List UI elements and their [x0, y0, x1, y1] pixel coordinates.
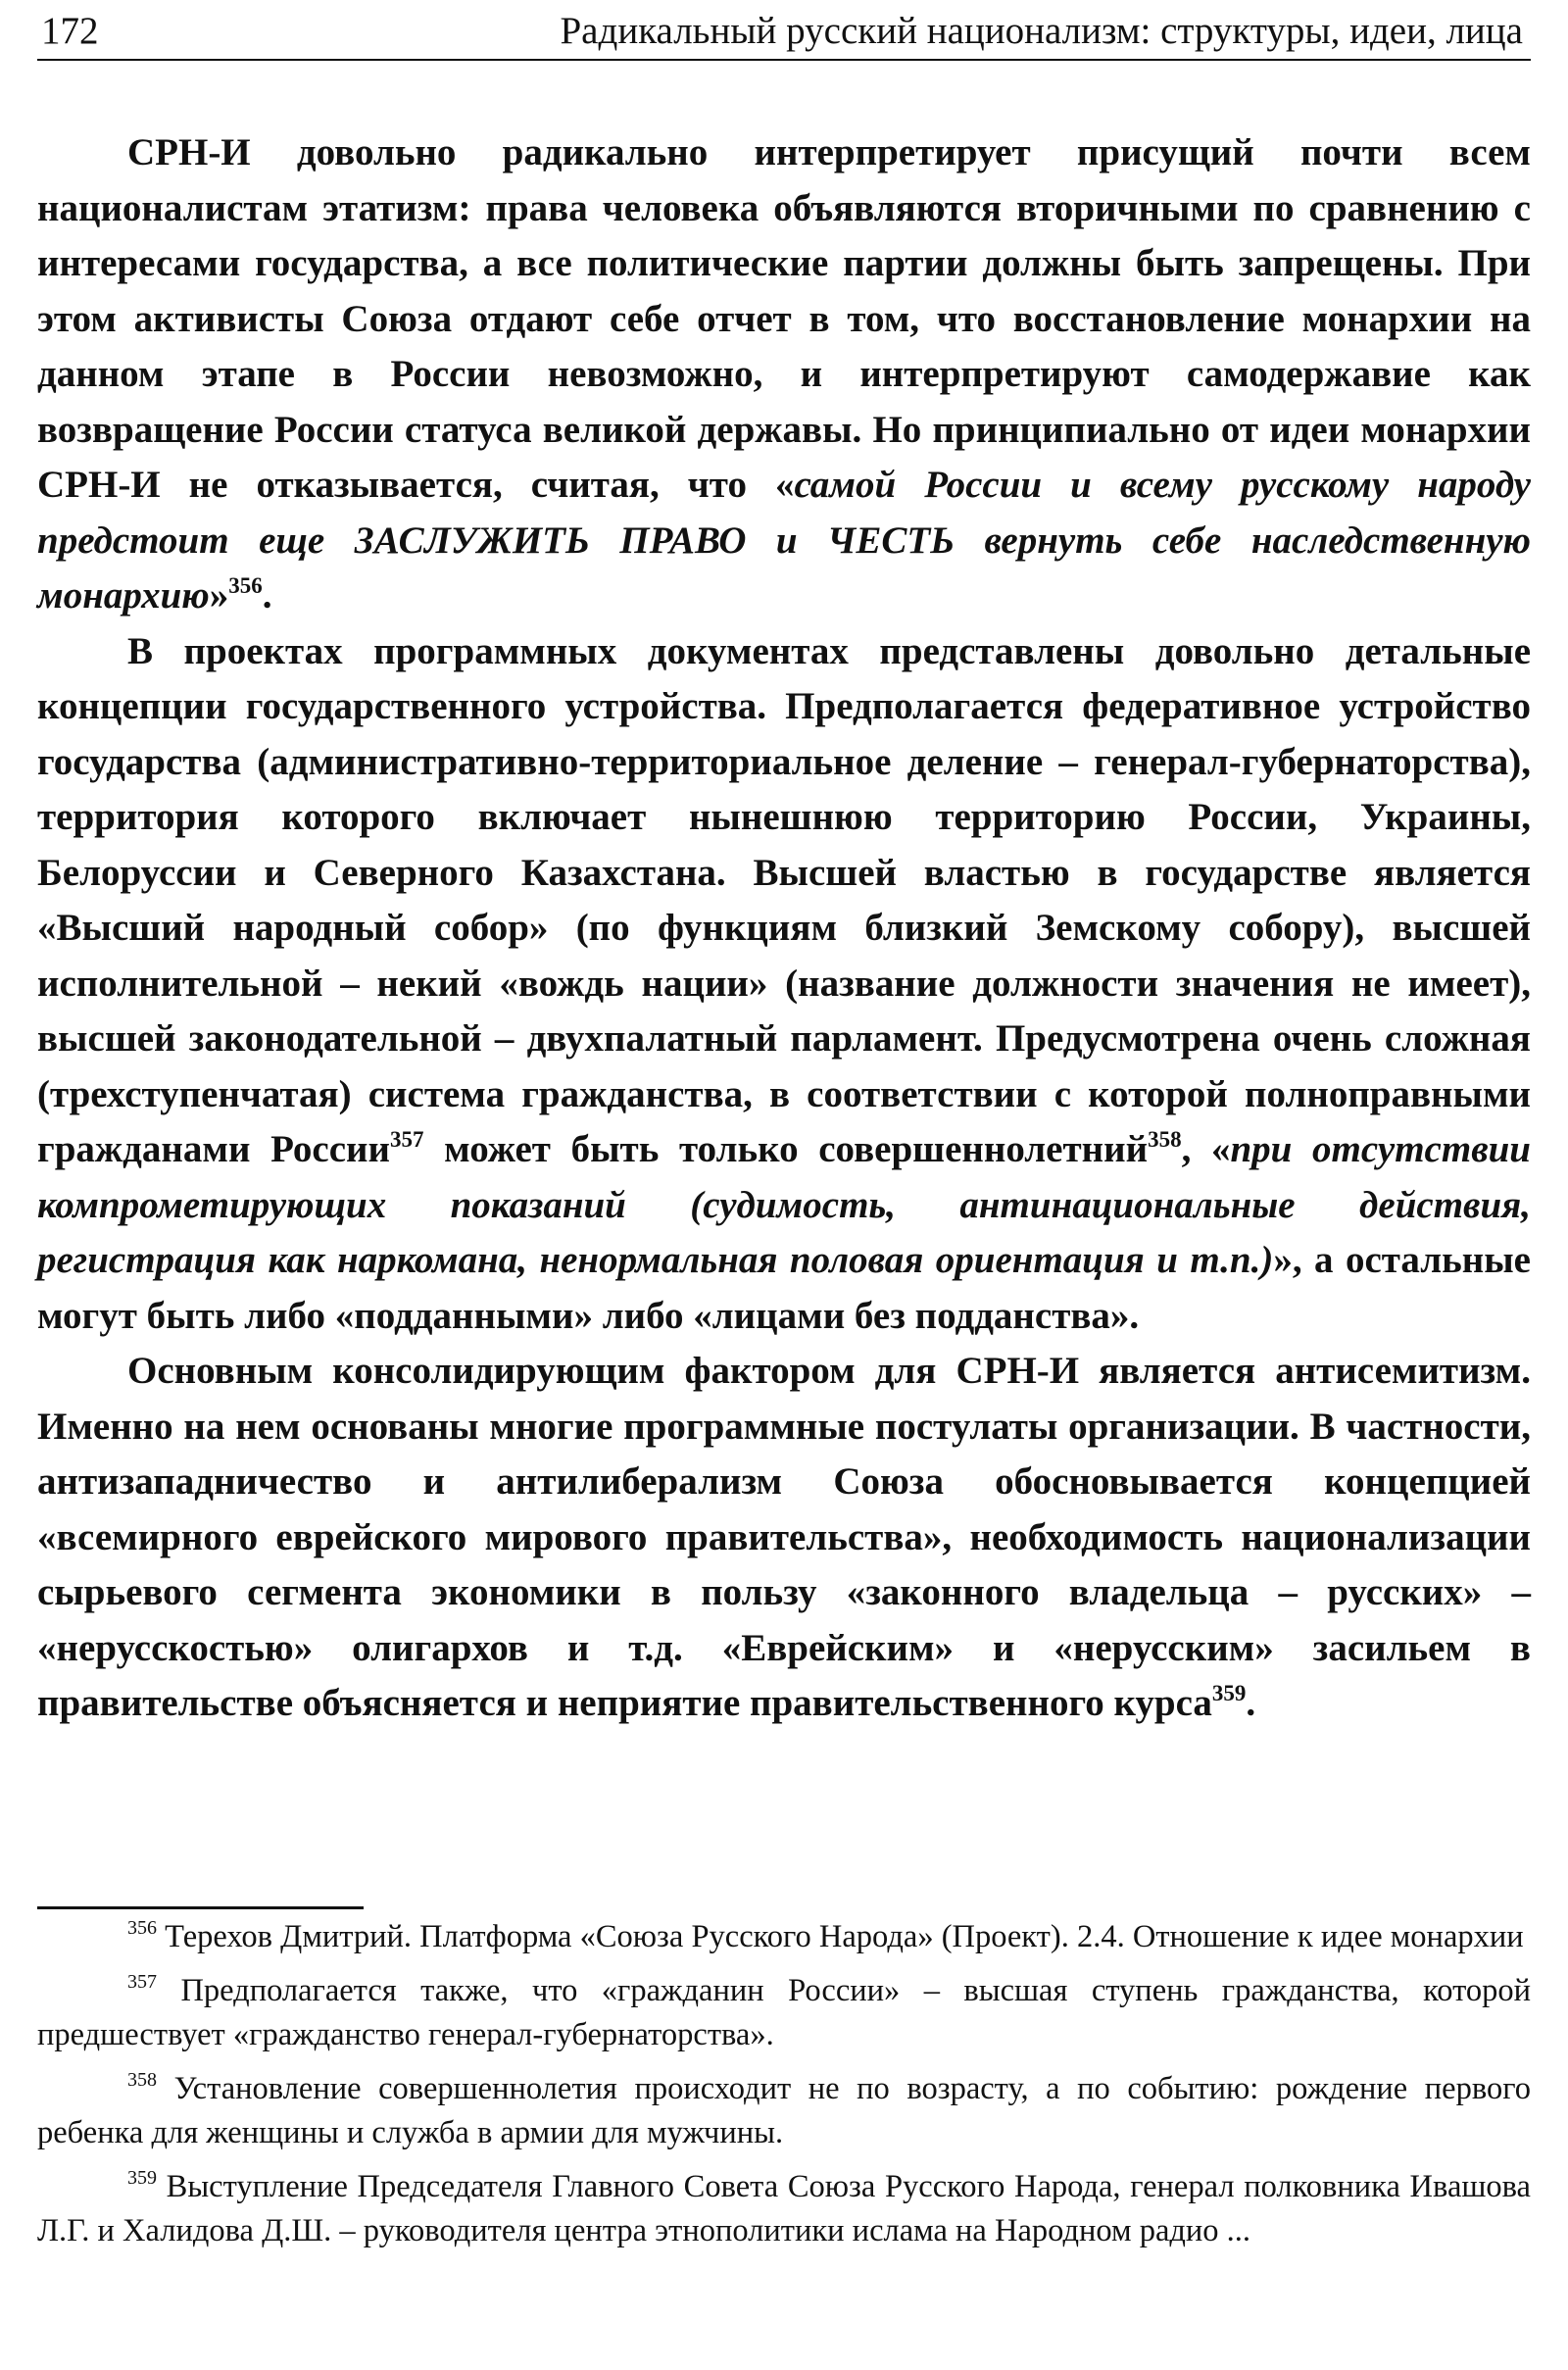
footnote-356 [37, 1915, 1531, 1959]
paragraph-antisemitism [37, 1344, 1531, 1732]
paragraph-text-end: », а остальные могут быть либо «подданными» либо «лицами без подданства». [37, 1239, 1531, 1337]
footnote-text: Выступление Председателя Главного Совета Союза Русского Народа, генерал полковника Ивашова Л.Г. и Халидова Д.Ш. – руководителя центра этнополитики ислама на Народном радио ... [37, 2169, 1531, 2248]
footnote-359 [37, 2165, 1531, 2253]
paragraph-text-end: . [262, 574, 272, 617]
footnote-ref-358[interactable]: 358 [1148, 1127, 1182, 1152]
paragraph-text: В проектах программных документах представлены довольно детальные концепции государственного устройства. Предполагается федеративное устройство государства (административно-территориальное деление – генерал-губернаторства), территория которого включает нынешнюю территорию России, Украины, Белоруссии и Северного Казахстана. Высшей властью в государстве является «Высший народный собор» (по функциям близкий Земскому собору), высшей исполнительной – некий «вождь нации» (название должности значения не имеет), высшей законодательной – двухпалатный парламент. Предусмотрена очень сложная (трехступенчатая) система гражданства, в соответствии с которой полноправными гражданами России [37, 629, 1531, 1170]
paragraph-text-end: . [1246, 1682, 1256, 1724]
paragraph-monarchy [37, 125, 1531, 624]
footnote-number: 357 [127, 1971, 157, 1993]
quote-open: , « [1181, 1128, 1231, 1170]
footnote-358 [37, 2067, 1531, 2155]
book-page [37, 0, 1531, 2370]
footnote-text: Терехов Дмитрий. Платформа «Союза Русского Народа» (Проект). 2.4. Отношение к идее монархии [157, 1919, 1524, 1954]
paragraph-text: Основным консолидирующим фактором для СРН-И является антисемитизм. Именно на нем основаны многие программные постулаты организации. В частности, антизападничество и антилиберализм Союза обосновывается концепцией «всемирного еврейского мирового правительства», необходимость национализации сырьевого сегмента экономики в пользу «законного владельца – русских» – «нерусскостью» олигархов и т.д. «Еврейским» и «нерусским» засильем в правительстве объясняется и неприятие правительственного курса [37, 1350, 1531, 1724]
running-header [37, 8, 1531, 61]
footnote-number: 356 [127, 1917, 157, 1939]
footnote-text: Предполагается также, что «гражданин России» – высшая ступень гражданства, которой предшествует «гражданство генерал-губернаторства». [37, 1973, 1531, 2052]
footnote-357 [37, 1969, 1531, 2057]
footnote-separator [37, 1906, 364, 1909]
paragraph-text-middle: может быть только совершеннолетний [423, 1128, 1149, 1170]
book-title: Радикальный русский национализм: структуры, идеи, лица [560, 10, 1523, 52]
paragraph-state-structure [37, 624, 1531, 1345]
footnote-ref-359[interactable]: 359 [1211, 1681, 1247, 1705]
quote-close: » [209, 574, 229, 617]
footnote-number: 358 [127, 2069, 157, 2091]
footnote-ref-356[interactable]: 356 [228, 573, 263, 598]
main-text [37, 125, 1531, 1732]
footnote-number: 359 [127, 2167, 157, 2189]
italic-quote: при отсутствии компрометирующих показаний (судимость, антинациональные действия, регистрация как наркомана, ненормальная половая ориентация и т.п.) [37, 1128, 1531, 1281]
italic-quote: самой России и всему русскому народу предстоит еще ЗАСЛУЖИТЬ ПРАВО и ЧЕСТЬ вернуть себе наследственную монархию [37, 464, 1531, 617]
footnote-ref-357[interactable]: 357 [389, 1127, 424, 1152]
footnotes [37, 1915, 1531, 2263]
footnote-text: Установление совершеннолетия происходит не по возрасту, а по событию: рождение первого ребенка для женщины и служба в армии для мужчины. [37, 2071, 1531, 2150]
page-number: 172 [41, 10, 99, 52]
paragraph-text: СРН-И довольно радикально интерпретирует присущий почти всем националистам этатизм: права человека объявляются вторичными по сравнению с интересами государства, а все политические партии должны быть запрещены. При этом активисты Союза отдают себе отчет в том, что восстановление монархии на данном этапе в России невозможно, и интерпретируют самодержавие как возвращение России статуса великой державы. Но принципиально от идеи монархии СРН-И не отказывается, считая, что « [37, 131, 1531, 506]
